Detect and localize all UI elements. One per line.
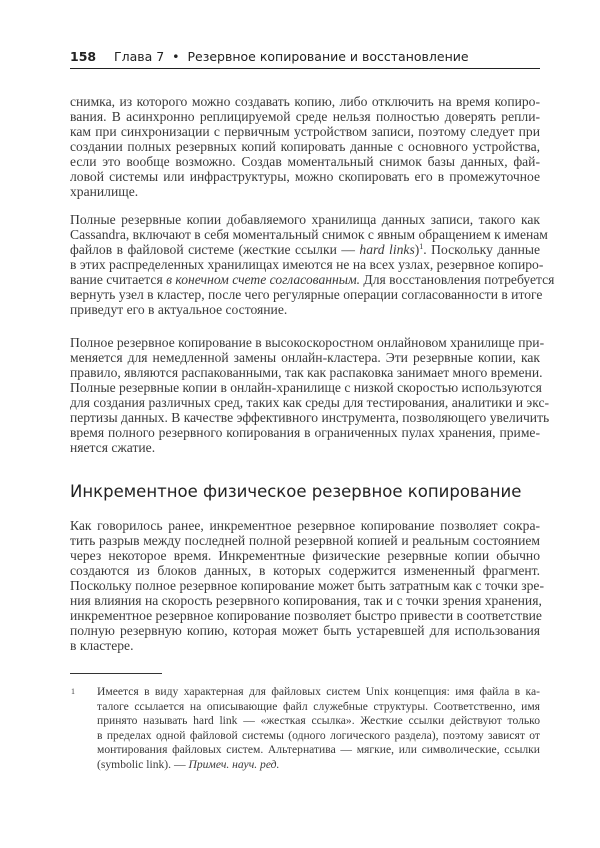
text-line: Полное резервное копирование в высокоскоростном онлайновом хранилище при- <box>70 335 545 350</box>
section-heading: Инкрементное физическое резервное копирование <box>70 482 522 501</box>
text-line: создаются из блоков данных, в которых содержится измененный фрагмент. <box>70 563 540 578</box>
paragraph-4 <box>70 518 544 653</box>
running-header <box>70 49 540 69</box>
text-line: пертизы данных. В качестве эффективного инструмента, позволяющего увеличить <box>70 410 550 425</box>
footnote <box>97 685 540 772</box>
footnote-line: в пределах одной файловой системы (одного логического раздела), поэтому зависят от <box>97 728 540 742</box>
text-line: полную резервную копию, которая может быть устаревшей для использования <box>70 623 540 638</box>
text-line: для создания различных сред, таких как среды для тестирования, аналитики и экс- <box>70 395 550 410</box>
footnote-line: принято называть hard link — «жесткая ссылка». Жесткие ссылки действуют только <box>97 714 540 727</box>
text-line: вания. В асинхронно реплицируемой среде нельзя полностью доверять репли- <box>70 109 540 124</box>
text-line: Полные резервные копии в онлайн-хранилище с низкой скоростью используются <box>70 380 542 395</box>
text-line: приведут его в актуальное состояние. <box>70 302 288 317</box>
text: файлов в файловой системе (жесткие ссылки — <box>70 242 360 257</box>
text-line: Полные резервные копии добавляемого хранилища данных записи, такого как <box>70 212 540 227</box>
text-line: ловой системы или инфраструктуры, можно скопировать его в промежуточное <box>70 169 540 184</box>
text-line: в этих распределенных хранилищах имеются не на всех узлах, резервное копиро- <box>70 257 544 272</box>
text: (symbolic link). — <box>97 757 189 771</box>
paragraph-3 <box>70 335 550 455</box>
text-line: создании полных резервных копий копировать данные с основного устройства, <box>70 139 540 154</box>
italic-term: hard links <box>359 242 415 257</box>
paragraph-1 <box>70 94 540 199</box>
footnote-ref[interactable]: 1 <box>419 242 424 251</box>
text-line: правило, являются распакованными, так как распаковка занимает много времени. <box>70 365 543 380</box>
running-title: Глава 7 • Резервное копирование и восстановление <box>114 49 469 64</box>
text-line: снимка, из которого можно создавать копию, либо отключить на время копиро- <box>70 94 540 109</box>
text: . Поскольку данные <box>423 242 541 257</box>
text-line: через некоторое время. Инкрементные физические резервные копии обычно <box>70 548 540 563</box>
text-line: Как говорилось ранее, инкрементное резервное копирование позволяет сокра- <box>70 518 540 533</box>
text-line: ния влияния на скорость резервного копирования, так и с точки зрения хранения, <box>70 593 542 608</box>
text: вание считается <box>70 272 167 287</box>
text-line: если это вообще возможно. Создав моментальный снимок базы данных, фай- <box>70 154 540 169</box>
text-line: вернуть узел в кластер, после чего регулярные операции согласованности в итоге <box>70 287 543 302</box>
text: ) <box>414 242 420 257</box>
text-line: инкрементное резервное копирование позволяет быстро привести в соответствие <box>70 608 542 623</box>
text-line <box>70 242 540 257</box>
footnote-line: талоге ссылается на описывающие файл служебные структуры. Соответственно, имя <box>97 699 540 713</box>
editor-note: Примеч. науч. ред. <box>188 757 280 771</box>
text-line: няется сжатие. <box>70 440 156 455</box>
text-line: Cassandra, включают в себя моментальный снимок с явным обращением к именам <box>70 227 548 242</box>
text-line: кам при синхронизации с первичным устройством записи, поэтому следует при <box>70 124 540 139</box>
text-line <box>70 272 555 287</box>
footnote-line <box>97 758 540 773</box>
footnote-line: монтирования файловых систем. Альтернатива — мягкие, или символические, ссылки <box>97 743 540 756</box>
footnote-line: Имеется в виду характерная для файловых систем Unix концепция: имя файла в ка- <box>97 685 540 698</box>
footnote-mark: 1 <box>71 687 75 696</box>
text-line: время полного резервного копирования в ограниченных пулах хранения, приме- <box>70 425 540 440</box>
paragraph-2 <box>70 212 555 317</box>
text-line: в кластере. <box>70 638 134 653</box>
page-number: 158 <box>70 49 97 64</box>
text-line: меняется для немедленной замены онлайн-кластера. Эти резервные копии, как <box>70 350 540 365</box>
text-line: тить разрыв между последней полной резервной копией и реальным состоянием <box>70 533 540 548</box>
text-line: Поскольку полное резервное копирование может быть затратным как с точки зре- <box>70 578 544 593</box>
text: Для восстановления потребуется <box>360 272 555 287</box>
text-line: хранилище. <box>70 184 139 199</box>
footnote-divider <box>70 673 162 674</box>
italic-term: в конечном счете согласованным. <box>166 272 361 287</box>
